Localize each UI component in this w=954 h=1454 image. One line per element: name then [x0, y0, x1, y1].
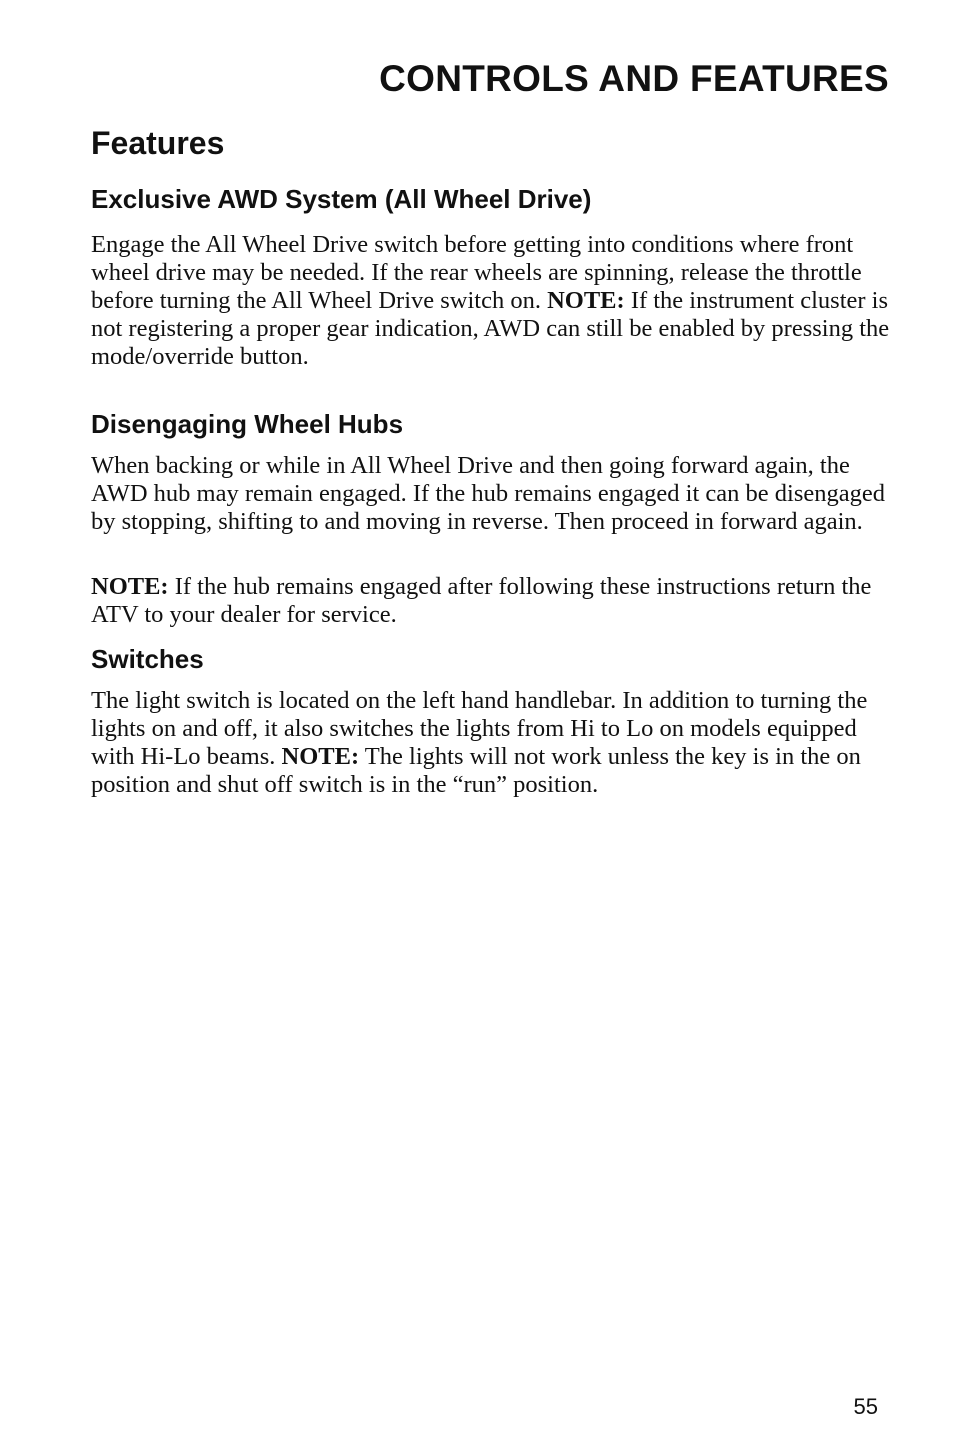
awd-text: Engage the All Wheel Drive switch before getting into conditions where front wheel drive may be needed. If the rear wheels are spinning, release the throttle before turning the All Wheel Drive switch on.	[91, 231, 862, 314]
awd-note-text: If the instrument cluster is not registering a proper gear indication, AWD can still be enabled by pressing the mode/override button.	[91, 287, 890, 370]
switches-note-text: The lights will not work unless the key is in the on position and shut off switch is in the “run” position.	[91, 743, 861, 798]
hubs-heading: Disengaging Wheel Hubs	[91, 409, 404, 439]
hubs-paragraph: When backing or while in All Wheel Drive and then going forward again, the AWD hub may remain engaged. If the hub remains engaged it can be disengaged by stopping, shifting to and moving in reverse. Then proceed in forward again.	[91, 452, 886, 535]
awd-note-label: NOTE:	[547, 287, 625, 314]
awd-paragraph	[91, 231, 891, 371]
switches-text: The light switch is located on the left hand handlebar. In addition to turning the lights on and off, it also switches the lights from Hi to Lo on models equipped with Hi-Lo beams.	[91, 687, 868, 770]
hubs-note-text: If the hub remains engaged after following these instructions return the ATV to your dealer for service.	[91, 573, 872, 628]
hubs-note-paragraph	[91, 573, 891, 629]
switches-heading: Switches	[91, 644, 204, 674]
awd-heading: Exclusive AWD System (All Wheel Drive)	[91, 184, 592, 214]
page-number: 55	[853, 1394, 878, 1419]
section-title: Features	[91, 125, 225, 161]
switches-paragraph	[91, 687, 891, 799]
chapter-title: CONTROLS AND FEATURES	[379, 58, 889, 99]
hubs-note-label: NOTE:	[91, 573, 169, 600]
switches-note-label: NOTE:	[281, 743, 360, 770]
